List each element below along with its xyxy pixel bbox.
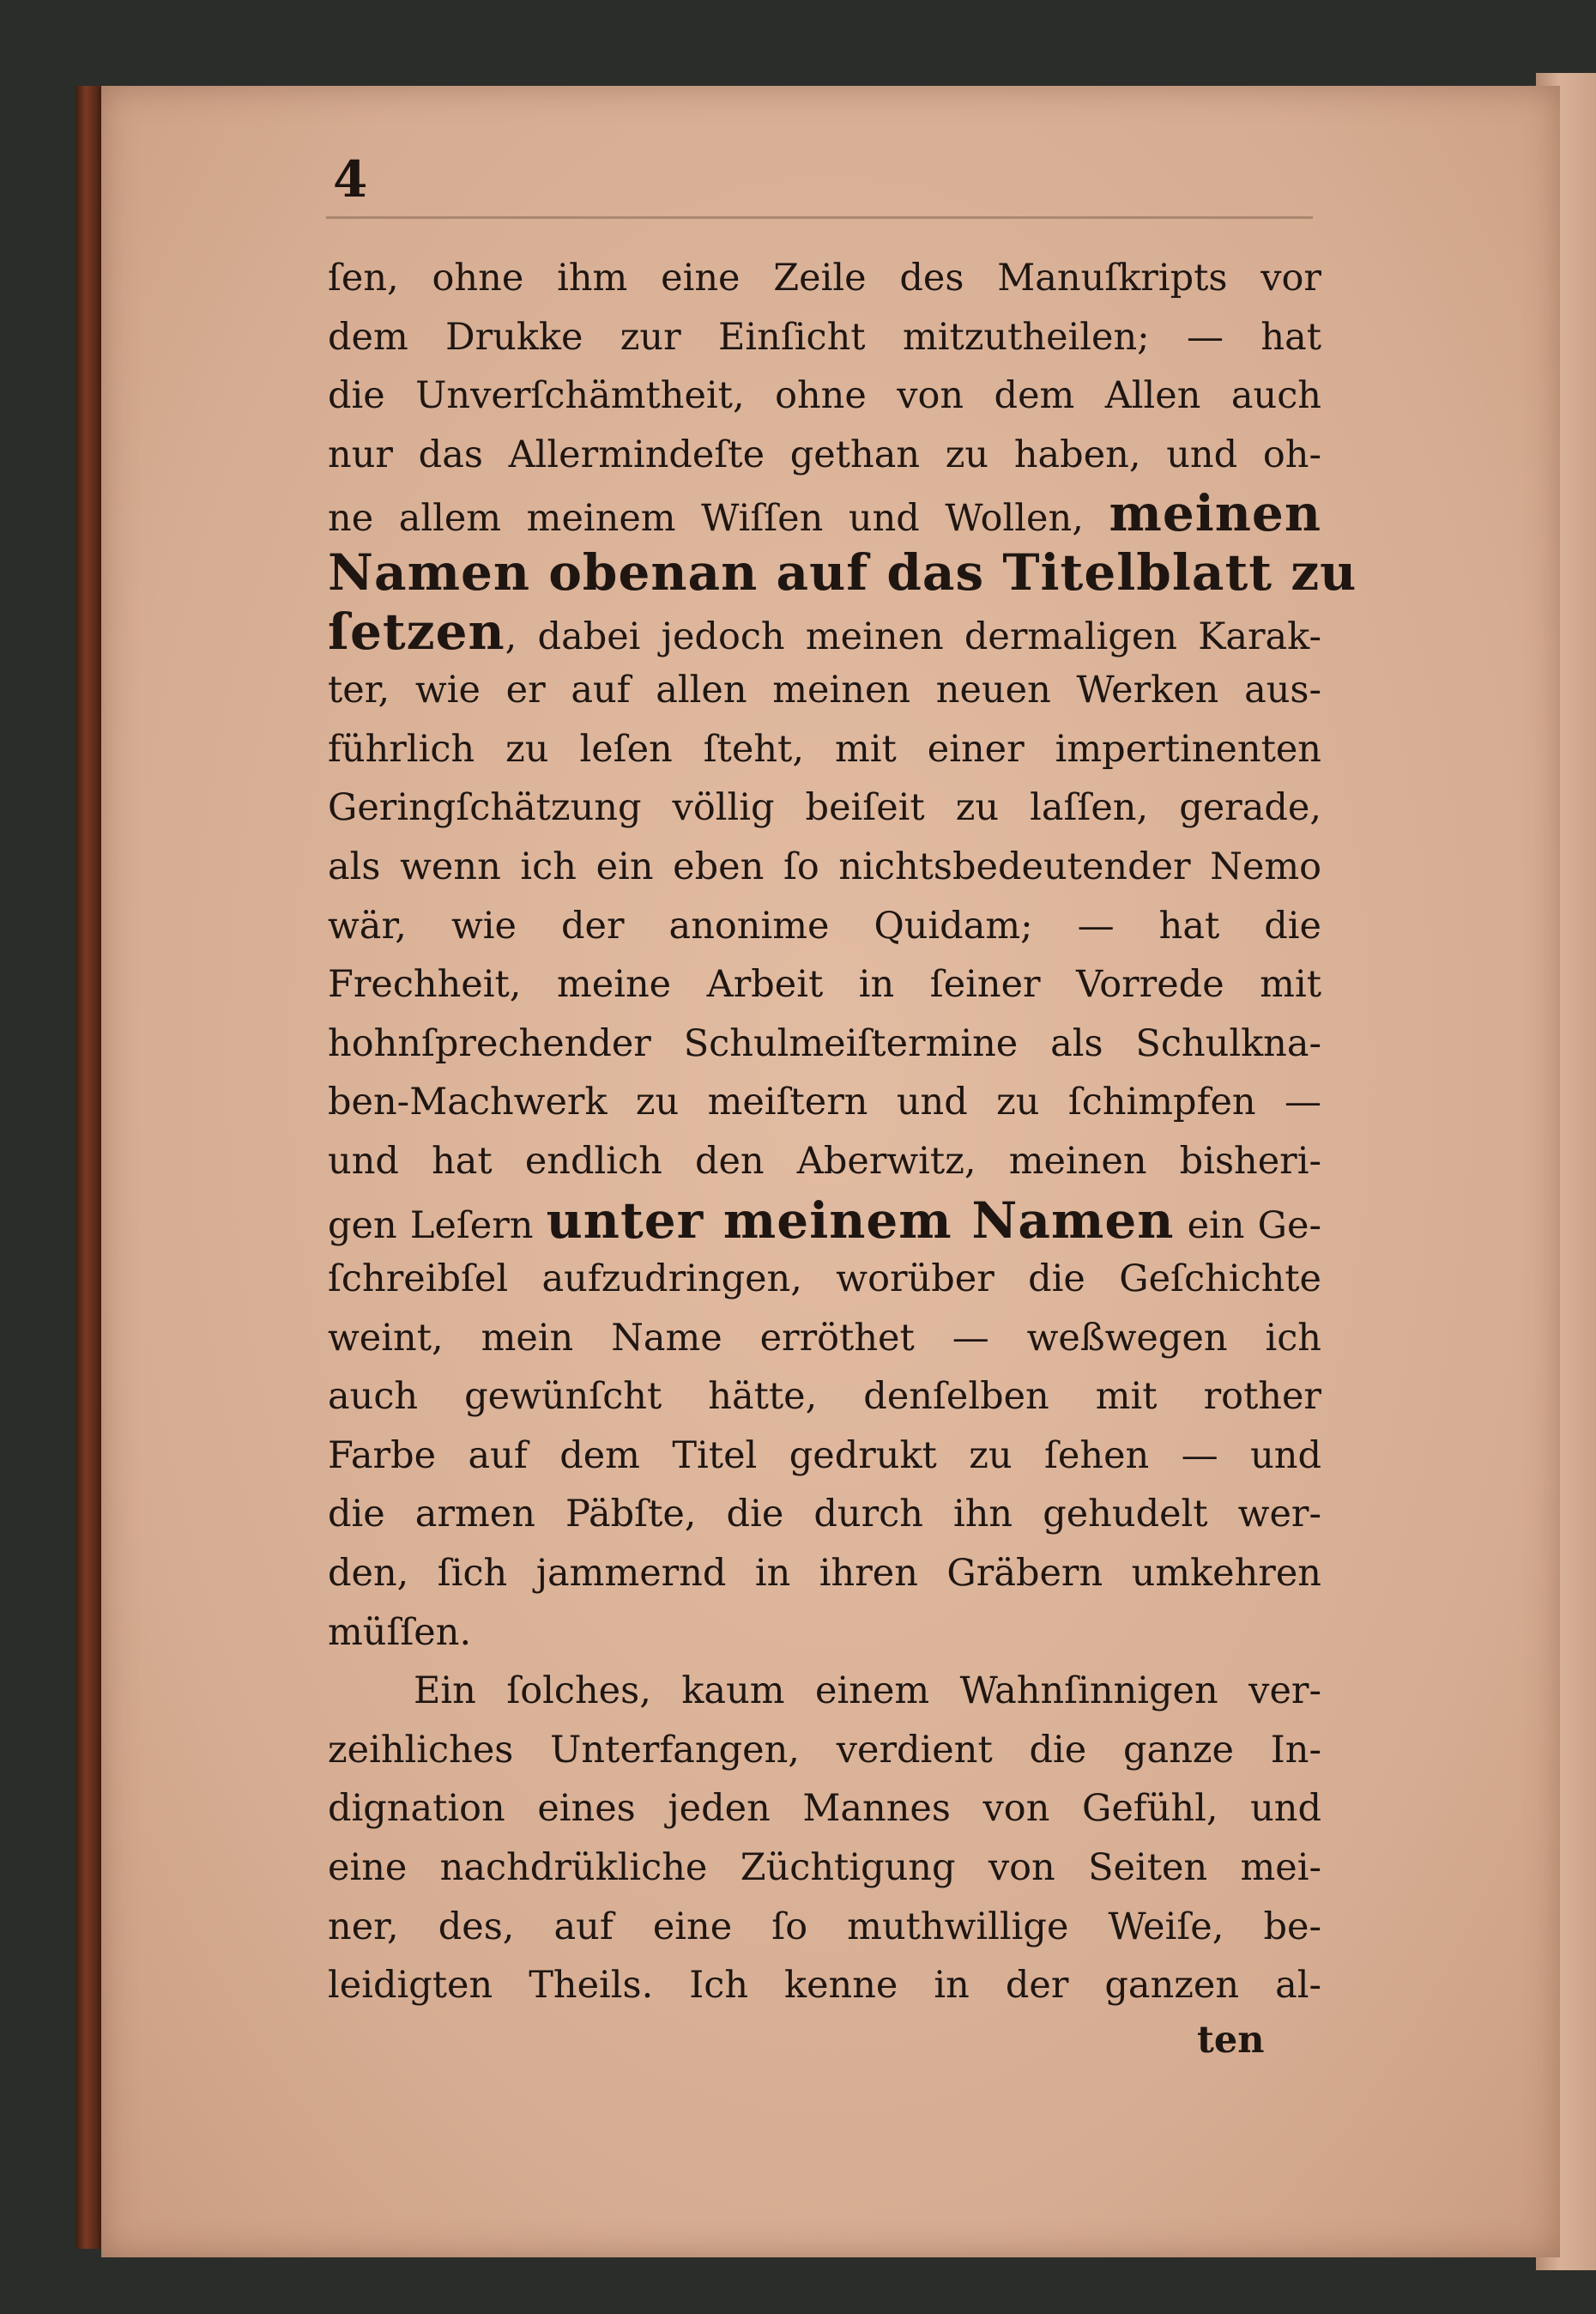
- text-line: [328, 542, 1357, 603]
- text-line: [328, 366, 1321, 426]
- text-run: die Unverſchämtheit, ohne von dem Allen auch: [328, 374, 1321, 418]
- text-line: [328, 661, 1321, 720]
- text-run: weint, mein Name erröthet — weßwegen ich: [328, 1316, 1321, 1360]
- text-run: leidigten Theils. Ich kenne in der ganzen al-: [328, 1964, 1321, 2008]
- text-run: als wenn ich ein eben ſo nichtsbedeutender Nemo: [328, 845, 1321, 888]
- text-line: [328, 838, 1321, 897]
- text-run: ne allem meinem Wiſſen und Wollen,: [328, 497, 1109, 541]
- text-line: [328, 1662, 1321, 1721]
- text-line: [328, 1427, 1321, 1486]
- text-line: [328, 249, 1321, 308]
- text-run: ſchreibſel aufzudringen, worüber die Geſchichte: [328, 1257, 1321, 1301]
- text-line: [328, 1191, 1321, 1251]
- text-line: [328, 1603, 1321, 1663]
- page-body-text: [328, 249, 1357, 2015]
- book-spine-edge: [76, 86, 105, 2249]
- text-run: ben-Machwerk zu meiſtern und zu ſchimpfen —: [328, 1081, 1321, 1124]
- text-line: [328, 1015, 1321, 1074]
- text-run: wär, wie der anonime Quidam; — hat die: [328, 904, 1321, 948]
- text-run: auch gewünſcht hätte, denſelben mit rother: [328, 1375, 1321, 1419]
- text-run: müſſen.: [328, 1610, 472, 1654]
- text-run: die armen Päbſte, die durch ihn gehudelt wer-: [328, 1493, 1321, 1536]
- text-run: dem Drukke zur Einſicht mitzutheilen; — hat: [328, 315, 1321, 359]
- text-line: [328, 484, 1321, 543]
- text-line: [328, 1073, 1321, 1132]
- text-run: Frechheit, meine Arbeit in ſeiner Vorrede mit: [328, 963, 1321, 1007]
- text-run: ter, wie er auf allen meinen neuen Werken aus-: [328, 669, 1321, 712]
- text-run: ein Ge-: [1174, 1203, 1321, 1247]
- text-line: [328, 778, 1321, 838]
- text-line: [328, 1838, 1321, 1898]
- text-run: hohnſprechender Schulmeiſtermine als Schulkna-: [328, 1021, 1321, 1065]
- text-run: nur das Allermindeſte gethan zu haben, und oh-: [328, 433, 1321, 476]
- text-line: [328, 1898, 1321, 1957]
- text-line: [328, 1721, 1321, 1780]
- text-run: eine nachdrükliche Züchtigung von Seiten mei-: [328, 1846, 1321, 1890]
- text-run: ner, des, auf eine ſo muthwillige Weiſe, be-: [328, 1905, 1321, 1948]
- emphasized-text: unter meinem Namen: [546, 1190, 1175, 1250]
- text-line: [328, 1779, 1321, 1838]
- text-line: [328, 426, 1321, 485]
- text-line: [328, 1367, 1321, 1427]
- text-line: [328, 897, 1321, 956]
- text-line: [328, 308, 1321, 367]
- text-line: [328, 1956, 1321, 2015]
- text-line: [328, 720, 1321, 779]
- text-run: gen Leſern: [328, 1203, 547, 1247]
- text-line: [328, 955, 1321, 1015]
- text-line: [328, 1485, 1321, 1544]
- page-number: 4: [333, 150, 368, 209]
- text-line: [328, 603, 1321, 662]
- emphasized-text: meinen: [1109, 484, 1321, 543]
- header-rule: [326, 216, 1313, 219]
- text-run: ſen, ohne ihm eine Zeile des Manuſkripts vor: [328, 257, 1321, 300]
- text-run: und hat endlich den Aberwitz, meinen bisheri-: [328, 1139, 1321, 1183]
- text-run: Ein ſolches, kaum einem Wahnſinnigen ver-: [414, 1669, 1321, 1713]
- text-line: [328, 1132, 1321, 1191]
- text-run: den, ſich jammernd in ihren Gräbern umkehren: [328, 1552, 1321, 1596]
- text-run: Farbe auf dem Titel gedrukt zu ſehen — und: [328, 1433, 1321, 1477]
- text-run: dignation eines jeden Mannes von Gefühl, und: [328, 1787, 1321, 1831]
- text-line: [328, 1544, 1321, 1603]
- text-run: zeihliches Unterfangen, verdient die ganze In-: [328, 1728, 1321, 1772]
- catchword: ten: [1197, 2019, 1265, 2062]
- text-run: Geringſchätzung völlig beiſeit zu laſſen, gerade,: [328, 786, 1321, 830]
- emphasized-text: Namen obenan auf das Titelblatt zu: [328, 542, 1357, 602]
- text-run: führlich zu leſen ſteht, mit einer impertinenten: [328, 727, 1321, 771]
- text-line: [328, 1309, 1321, 1368]
- emphasized-text: ſetzen: [328, 602, 505, 661]
- text-run: , dabei jedoch meinen dermaligen Karak-: [505, 615, 1321, 658]
- text-line: [328, 1250, 1321, 1309]
